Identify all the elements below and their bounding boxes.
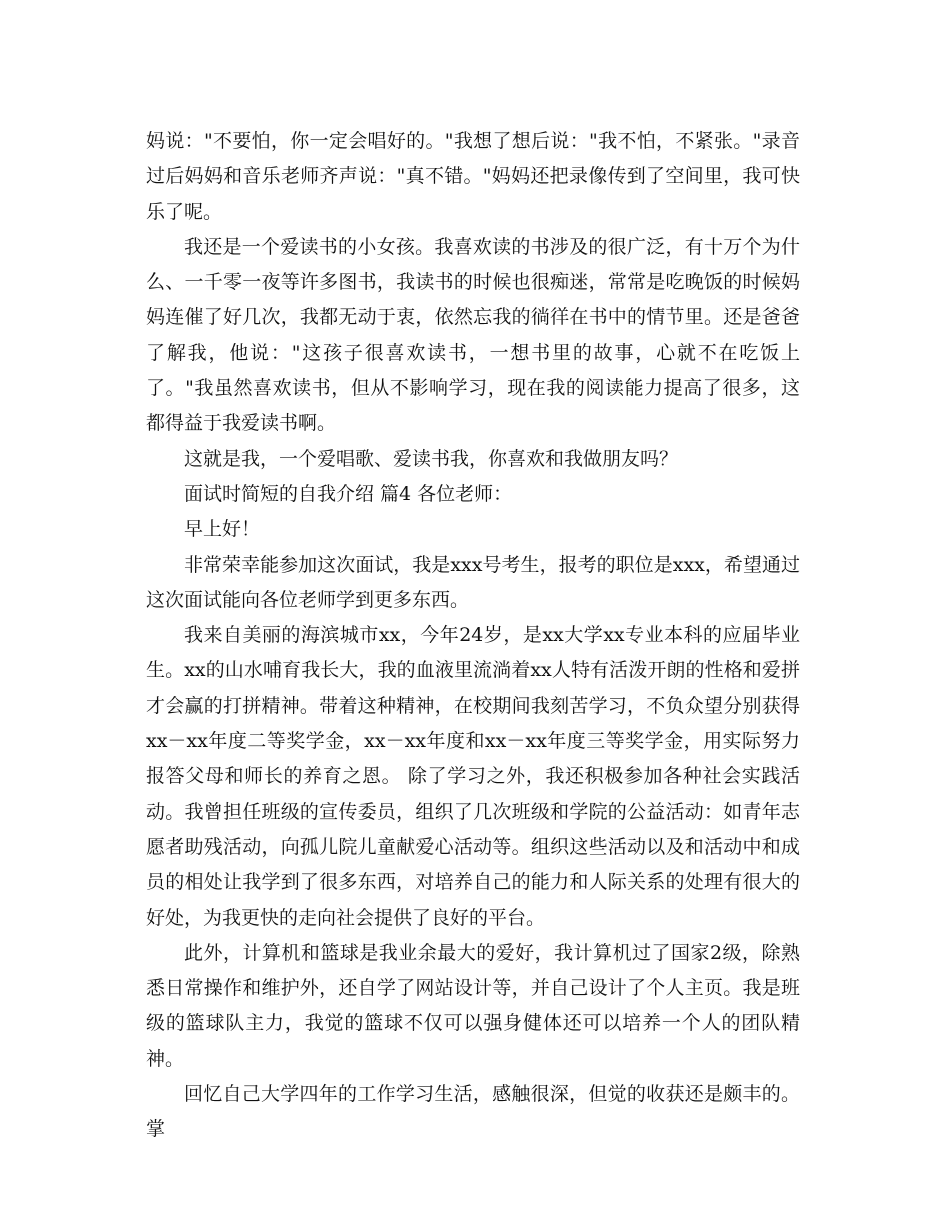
paragraph-2: 我还是一个爱读书的小女孩。我喜欢读的书涉及的很广泛，有十万个为什么、一千零一夜等许多图书，我读书的时候也很痴迷，常常是吃晚饭的时候妈妈连催了好几次，我都无动于衷，依然忘我的徜徉在书中的情节里。还是爸爸了解我，他说："这孩子很喜欢读书，一想书里的故事，心就不在吃饭上了。"我虽然喜欢读书，但从不影响学习，现在我的阅读能力提高了很多，这都得益于我爱读书啊。 <box>146 235 800 435</box>
greeting: 早上好！ <box>184 518 261 541</box>
paragraph-1: 妈说："不要怕，你一定会唱好的。"我想了想后说："我不怕，不紧张。"录音过后妈妈和音乐老师齐声说："真不错。"妈妈还把录像传到了空间里，我可快乐了呢。 <box>146 130 800 223</box>
document-body <box>146 124 800 1148</box>
paragraph-3: 这就是我，一个爱唱歌、爱读书我，你喜欢和我做朋友吗？ <box>184 447 679 470</box>
paragraph-8: 此外，计算机和篮球是我业余最大的爱好，我计算机过了国家2级，除熟悉日常操作和维护外，还自学了网站设计等，并自己设计了个人主页。我是班级的篮球队主力，我觉的篮球不仅可以强身健体还可以培养一个人的团队精神。 <box>146 941 800 1070</box>
paragraph-7: 我来自美丽的海滨城市xx，今年24岁，是xx大学xx专业本科的应届毕业生。xx的山水哺育我长大，我的血液里流淌着xx人特有活泼开朗的性格和爱拼才会赢的打拼精神。带着这种精神，在校期间我刻苦学习，不负众望分别获得xx－xx年度二等奖学金，xx－xx年度和xx－xx年度三等奖学金，用实际努力报答父母和师长的养育之恩。 除了学习之外，我还积极参加各种社会实践活动。我曾担任班级的宣传委员，组织了几次班级和学院的公益活动：如青年志愿者助残活动，向孤儿院儿童献爱心活动等。组织这些活动以及和活动中和成员的相处让我学到了很多东西，对培养自己的能力和人际关系的处理有很大的好处，为我更快的走向社会提供了良好的平台。 <box>146 624 800 929</box>
paragraph-9: 回忆自己大学四年的工作学习生活，感触很深，但觉的收获还是颇丰的。掌 <box>146 1083 800 1141</box>
paragraph-6: 非常荣幸能参加这次面试，我是xxx号考生，报考的职位是xxx，希望通过这次面试能向各位老师学到更多东西。 <box>146 553 800 611</box>
section-heading: 面试时简短的自我介绍 篇4 各位老师： <box>184 482 513 505</box>
